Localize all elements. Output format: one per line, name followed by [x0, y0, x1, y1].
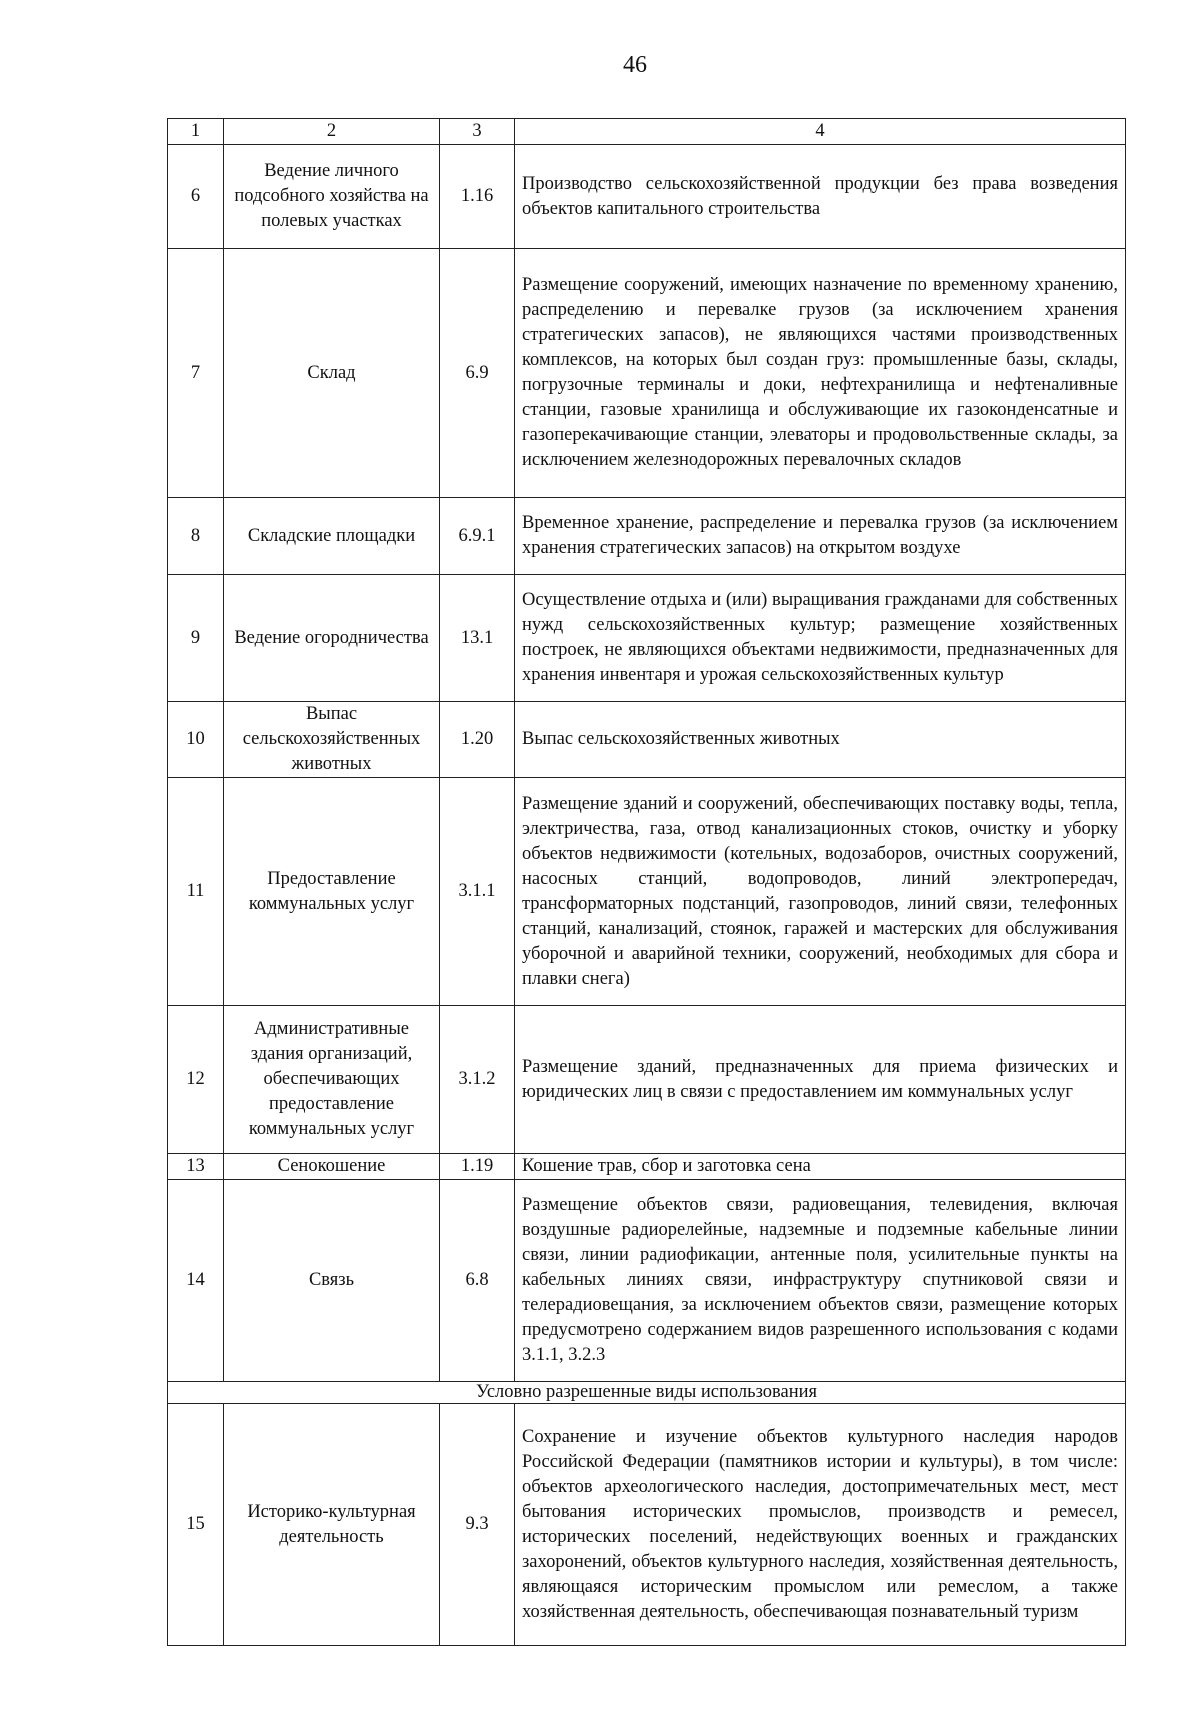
use-type-code: 9.3	[440, 1404, 515, 1646]
use-type-name: Связь	[224, 1180, 440, 1382]
row-number: 12	[168, 1006, 224, 1154]
table-row	[168, 778, 1126, 1006]
use-type-description: Размещение объектов связи, радиовещания, телевидения, включая воздушные радиорелейные, надземные и подземные кабельные линии связи, линии радиофикации, антенные поля, усилительные пункты на кабельных линиях связи, инфраструктуру спутниковой связи и телерадиовещания, за исключением объектов связи, размещение которых предусмотрено содержанием видов разрешенного использования с кодами 3.1.1, 3.2.3	[515, 1180, 1126, 1382]
row-number: 9	[168, 575, 224, 702]
use-type-code: 6.8	[440, 1180, 515, 1382]
row-number: 13	[168, 1154, 224, 1180]
header-col-1: 1	[168, 119, 224, 145]
use-type-code: 13.1	[440, 575, 515, 702]
use-type-description: Производство сельскохозяйственной продукции без права возведения объектов капитального строительства	[515, 145, 1126, 249]
use-type-name: Ведение огородничества	[224, 575, 440, 702]
table-row	[168, 1006, 1126, 1154]
use-type-name: Сенокошение	[224, 1154, 440, 1180]
row-number: 10	[168, 702, 224, 778]
use-type-name: Историко-культурная деятельность	[224, 1404, 440, 1646]
use-type-description: Размещение зданий, предназначенных для приема физических и юридических лиц в связи с предоставлением им коммунальных услуг	[515, 1006, 1126, 1154]
use-type-description: Сохранение и изучение объектов культурного наследия народов Российской Федерации (памятников истории и культуры), в том числе: объектов археологического наследия, достопримечательных мест, мест бытования исторических промыслов, производств и ремесел, исторических поселений, недействующих военных и гражданских захоронений, объектов культурного наследия, хозяйственная деятельность, являющаяся историческим промыслом или ремеслом, а также хозяйственная деятельность, обеспечивающая познавательный туризм	[515, 1404, 1126, 1646]
use-type-code: 1.16	[440, 145, 515, 249]
use-type-description: Размещение сооружений, имеющих назначение по временному хранению, распределению и перевалке грузов (за исключением хранения стратегических запасов), не являющихся частями производственных комплексов, на которых был создан груз: промышленные базы, склады, погрузочные терминалы и доки, нефтехранилища и нефтеналивные станции, газовые хранилища и обслуживающие их газоконденсатные и газоперекачивающие станции, элеваторы и продовольственные склады, за исключением железнодорожных перевалочных складов	[515, 249, 1126, 498]
use-type-name: Ведение личного подсобного хозяйства на полевых участках	[224, 145, 440, 249]
row-number: 14	[168, 1180, 224, 1382]
use-type-name: Предоставление коммунальных услуг	[224, 778, 440, 1006]
use-type-description: Осуществление отдыха и (или) выращивания гражданами для собственных нужд сельскохозяйственных культур; размещение хозяйственных построек, не являющихся объектами недвижимости, предназначенных для хранения инвентаря и урожая сельскохозяйственных культур	[515, 575, 1126, 702]
table-row	[168, 1404, 1126, 1646]
section-title: Условно разрешенные виды использования	[168, 1382, 1126, 1404]
table-row	[168, 575, 1126, 702]
header-row	[168, 119, 1126, 145]
row-number: 11	[168, 778, 224, 1006]
table-row	[168, 249, 1126, 498]
use-type-name: Административные здания организаций, обеспечивающих предоставление коммунальных услуг	[224, 1006, 440, 1154]
use-type-description: Размещение зданий и сооружений, обеспечивающих поставку воды, тепла, электричества, газа, отвод канализационных стоков, очистку и уборку объектов недвижимости (котельных, водозаборов, очистных сооружений, насосных станций, водопроводов, линий электропередач, трансформаторных подстанций, газопроводов, линий связи, телефонных станций, канализаций, стоянок, гаражей и мастерских для обслуживания уборочной и аварийной техники, сооружений, необходимых для сбора и плавки снега)	[515, 778, 1126, 1006]
land-use-table	[167, 118, 1126, 1646]
header-col-2: 2	[224, 119, 440, 145]
row-number: 8	[168, 498, 224, 575]
use-type-code: 1.19	[440, 1154, 515, 1180]
section-row	[168, 1382, 1126, 1404]
use-type-code: 3.1.2	[440, 1006, 515, 1154]
row-number: 6	[168, 145, 224, 249]
header-col-3: 3	[440, 119, 515, 145]
use-type-name: Выпас сельскохозяйственных животных	[224, 702, 440, 778]
table-row	[168, 1154, 1126, 1180]
use-type-code: 6.9.1	[440, 498, 515, 575]
row-number: 7	[168, 249, 224, 498]
use-type-code: 1.20	[440, 702, 515, 778]
header-col-4: 4	[515, 119, 1126, 145]
table-row	[168, 498, 1126, 575]
use-type-name: Складские площадки	[224, 498, 440, 575]
use-type-description: Кошение трав, сбор и заготовка сена	[515, 1154, 1126, 1180]
use-type-description: Выпас сельскохозяйственных животных	[515, 702, 1126, 778]
table-row	[168, 1180, 1126, 1382]
table-row	[168, 145, 1126, 249]
use-type-code: 6.9	[440, 249, 515, 498]
row-number: 15	[168, 1404, 224, 1646]
use-type-code: 3.1.1	[440, 778, 515, 1006]
table-row	[168, 702, 1126, 778]
page-number: 46	[623, 52, 647, 78]
use-type-description: Временное хранение, распределение и перевалка грузов (за исключением хранения стратегических запасов) на открытом воздухе	[515, 498, 1126, 575]
use-type-name: Склад	[224, 249, 440, 498]
